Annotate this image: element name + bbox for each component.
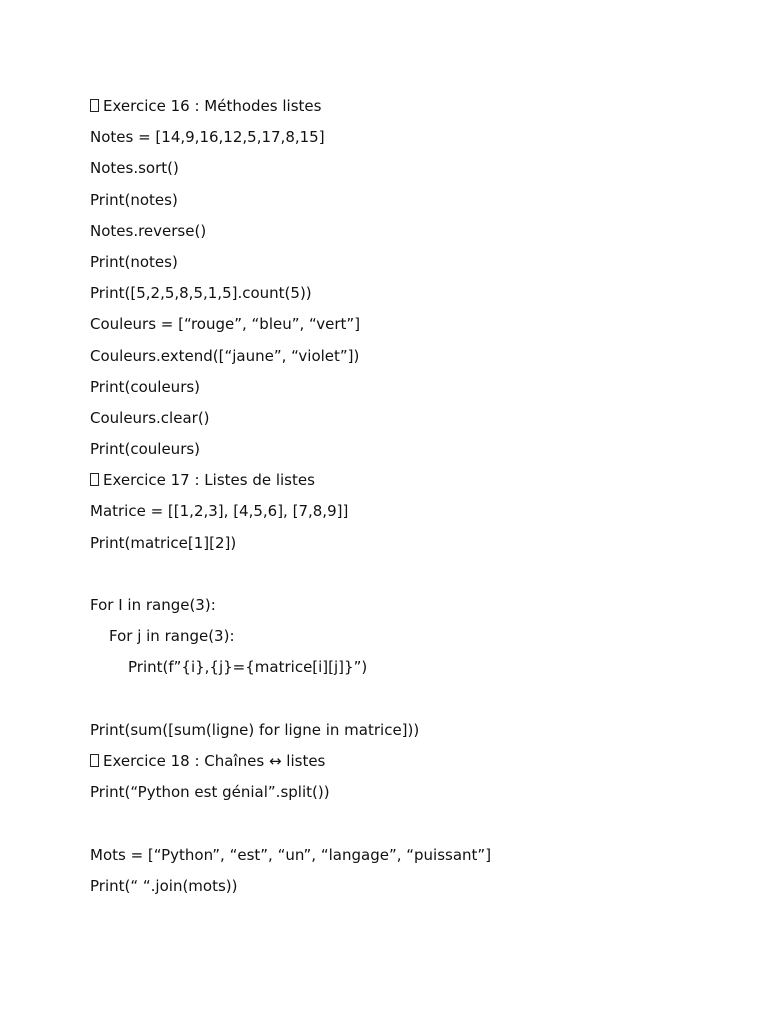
line-text: Notes.reverse() [90,221,207,240]
line-text: Mots = [“Python”, “est”, “un”, “langage”, “puissant”] [90,845,492,864]
line-text: For I in range(3): [90,596,216,614]
missing-glyph-icon [90,473,99,486]
blank-line [90,808,730,839]
line-text: Print(f”{i},{j}={matrice[i][j]}”) [128,658,368,677]
code-line [90,777,730,808]
code-line [90,871,730,902]
line-text: Couleurs.clear() [90,408,210,427]
code-line [90,122,730,153]
line-text: Print(“Python est génial”.split()) [90,783,330,802]
line-text: Exercice 17 : Listes de listes [103,471,315,490]
line-text: Notes = [14,9,16,12,5,17,8,15] [90,128,325,147]
code-line [90,153,730,184]
code-line [90,185,730,216]
line-text: Exercice 18 : Chaînes ↔ listes [103,751,326,770]
line-text: For j in range(3): [109,627,235,646]
line-text: Print(couleurs) [90,440,201,459]
exercise-heading-ex18 [90,746,730,777]
line-text: Print(matrice[1][2]) [90,533,237,552]
exercise-heading-ex17 [90,465,730,496]
document-body [90,91,730,902]
code-line [90,715,730,746]
missing-glyph-icon [90,754,99,767]
line-text: Notes.sort() [90,159,179,178]
exercise-heading-ex16 [90,91,730,122]
code-line [90,434,730,465]
blank-line [90,684,730,715]
line-text: Exercice 16 : Méthodes listes [103,97,322,115]
code-line [90,621,730,652]
missing-glyph-icon [90,99,99,112]
code-line [90,528,730,559]
code-line [90,590,730,621]
line-text: Print(couleurs) [90,377,201,396]
code-line [90,403,730,434]
blank-line [90,559,730,590]
line-text: Print(notes) [90,252,178,271]
line-text: Couleurs.extend([“jaune”, “violet”]) [90,346,360,365]
code-line [90,247,730,278]
line-text: Print([5,2,5,8,5,1,5].count(5)) [90,284,312,303]
line-text: Matrice = [[1,2,3], [4,5,6], [7,8,9]] [90,502,349,521]
code-line [90,652,730,683]
code-line [90,372,730,403]
line-text: Print(notes) [90,190,178,209]
code-line [90,341,730,372]
line-text: Couleurs = [“rouge”, “bleu”, “vert”] [90,315,361,334]
code-line [90,496,730,527]
code-line [90,278,730,309]
code-line [90,840,730,871]
code-line [90,309,730,340]
code-line [90,216,730,247]
line-text: Print(sum([sum(ligne) for ligne in matrice])) [90,720,420,739]
line-text: Print(“ “.join(mots)) [90,876,238,895]
